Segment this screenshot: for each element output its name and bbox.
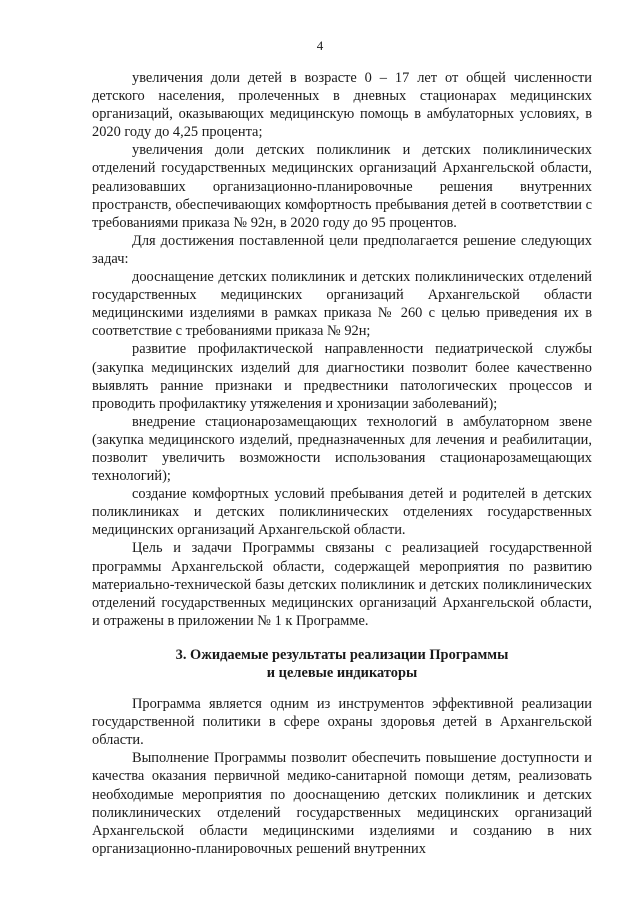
paragraph: создание комфортных условий пребывания детей и родителей в детских поликлиниках и детских поликлинических отделениях государственных медицинских организаций Архангельской области. <box>92 486 592 539</box>
paragraph: Выполнение Программы позволит обеспечить повышение доступности и качества оказания первичной медико-санитарной помощи детям, реализовать необходимые мероприятия по дооснащению детских поликлиник и детских поликлинических отделений государственных медицинских организаций Архангельской области медицинскими изделиями и созданию в них организационно-планировочных решений внутренних <box>92 750 592 857</box>
paragraph: внедрение стационарозамещающих технологий в амбулаторном звене (закупка медицинского изделий, предназначенных для лечения и реабилитации, позволит увеличить возможности использования стационарозамещающих технологий); <box>92 413 592 485</box>
paragraph: Программа является одним из инструментов эффективной реализации государственной политики в сфере охраны здоровья детей в Архангельской области. <box>92 696 592 749</box>
paragraph: увеличения доли детских поликлиник и детских поликлинических отделений государственных медицинских организаций Архангельской области, реализовавших организационно-планировочные решения внутренних пространств, обеспечивающих комфортность пребывания детей в соответствии с требованиями приказа № 92н, в 2020 году до 95 процентов. <box>92 142 592 231</box>
paragraph: увеличения доли детей в возрасте 0 – 17 лет от общей численности детского населения, пролеченных в дневных стационарах медицинских организаций, оказывающих медицинскую помощь в амбулаторных условиях, в 2020 году до 4,25 процента; <box>92 70 592 141</box>
document-body <box>92 69 592 858</box>
section-heading <box>92 646 592 682</box>
paragraph: развитие профилактической направленности педиатрической службы (закупка медицинских изделий для диагностики позволит более качественно выявлять ранние признаки и предвестники патологических процессов и проводить профилактику утяжеления и хронизации заболеваний); <box>92 341 592 412</box>
section-heading-line: 3. Ожидаемые результаты реализации Программы <box>175 646 509 663</box>
section-heading-line: и целевые индикаторы <box>266 665 418 681</box>
page-number: 4 <box>316 38 324 53</box>
paragraph: Для достижения поставленной цели предполагается решение следующих задач: <box>92 232 592 267</box>
paragraph: Цель и задачи Программы связаны с реализацией государственной программы Архангельской области, содержащей мероприятия по развитию материально-технической базы детских поликлиник и детских поликлинических отделений государственных медицинских организаций Архангельской области, и отражены в приложении № 1 к Программе. <box>92 540 592 629</box>
paragraph: дооснащение детских поликлиник и детских поликлинических отделений государственных медицинских организаций Архангельской области медицинскими изделиями в рамках приказа № 260 с целью приведения их в соответствие с требованиями приказа № 92н; <box>92 269 592 340</box>
